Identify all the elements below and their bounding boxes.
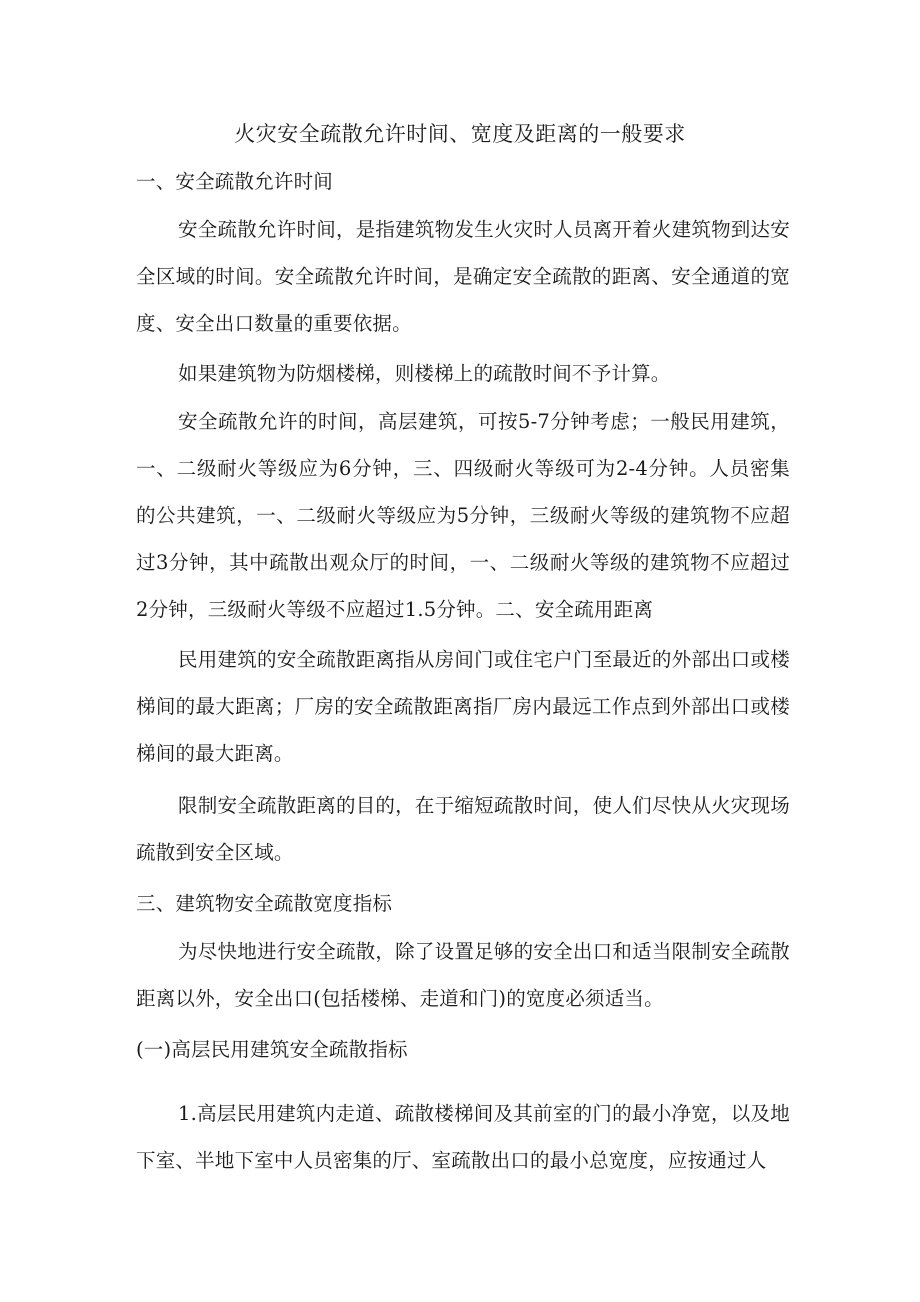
paragraph-3: 安全疏散允许的时间，高层建筑，可按5-7分钟考虑；一般民用建筑，一、二级耐火等级应为6分钟，三、四级耐火等级可为2-4分钟。人员密集的公共建筑，一、二级耐火等级应为5分钟，三级耐火等级的建筑物不应超过3分钟，其中疏散出观众厅的时间，一、二级耐火等级的建筑物不应超过2分钟，三级耐火等级不应超过1.5分钟。二、安全疏用距离 [136,410,790,621]
section-heading-3: 三、建筑物安全疏散宽度指标 [136,892,393,915]
paragraph-5: 限制安全疏散距离的目的，在于缩短疏散时间，使人们尽快从火灾现场疏散到安全区域。 [136,794,790,864]
paragraph-1: 安全疏散允许时间，是指建筑物发生火灾时人员离开着火建筑物到达安全区域的时间。安全疏散允许时间，是确定安全疏散的距离、安全通道的宽度、安全出口数量的重要依据。 [136,218,790,335]
paragraph-6: 为尽快地进行安全疏散，除了设置足够的安全出口和适当限制安全疏散距离以外，安全出口(包括楼梯、走道和门)的宽度必须适当。 [136,940,790,1010]
section-heading-1: 一、安全疏散允许时间 [136,170,334,193]
paragraph-7: 1.高层民用建筑内走道、疏散楼梯间及其前室的门的最小净宽，以及地下室、半地下室中人员密集的厅、室疏散出口的最小总宽度，应按通过人 [136,1102,790,1172]
subsection-heading-1: (一)高层民用建筑安全疏散指标 [136,1038,408,1061]
document-title: 火灾安全疏散允许时间、宽度及距离的一般要求 [234,122,686,146]
paragraph-4: 民用建筑的安全疏散距离指从房间门或住宅户门至最近的外部出口或楼梯间的最大距离；厂房的安全疏散距离指厂房内最远工作点到外部出口或楼梯间的最大距离。 [136,648,790,765]
paragraph-2: 如果建筑物为防烟楼梯，则楼梯上的疏散时间不予计算。 [178,362,671,385]
